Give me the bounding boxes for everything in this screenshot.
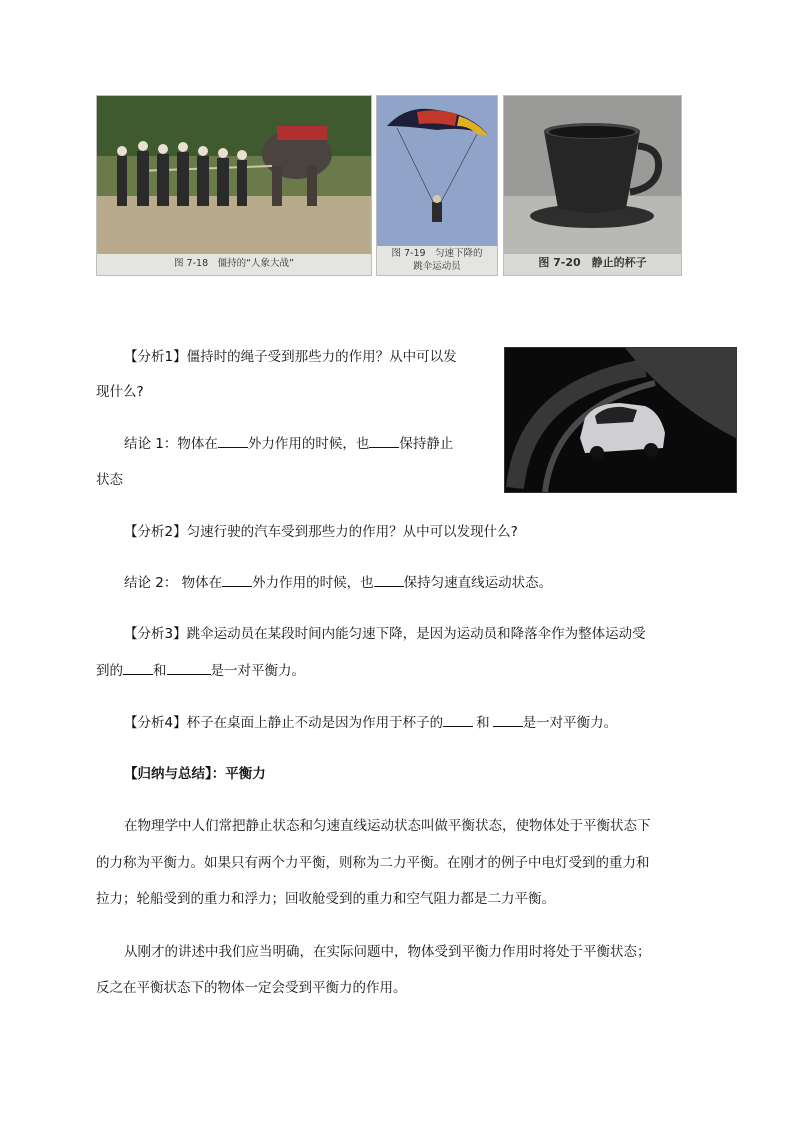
summary-p2-line2: 反之在平衡状态下的物体一定会受到平衡力的作用。 [96,980,407,996]
figure-caption: 图 7-18 僵持的“人象大战” [174,258,294,269]
analysis4-part-a: 【分析4】杯子在桌面上静止不动是因为作用于杯子的 [124,715,444,731]
fill-blank[interactable] [167,662,211,675]
analysis1-conclusion-line2: 状态 [96,472,123,488]
conclusion2-part-c: 保持匀速直线运动状态。 [403,575,553,591]
conclusion2-part-b: 外力作用的时候，也 [252,575,374,591]
analysis2-question: 【分析2】匀速行驶的汽车受到那些力的作用？从中可以发现什么? [124,524,518,540]
figure-caption: 图 7-20 静止的杯子 [538,256,647,269]
analysis1-question-line1 [96,345,457,365]
conclusion1-part-a: 结论 1：物体在 [124,436,218,452]
conclusion2-part-a: 结论 2： 物体在 [124,575,223,591]
analysis3-line1: 【分析3】跳伞运动员在某段时间内能匀速下降，是因为运动员和降落伞作为整体运动受 [124,626,646,642]
fill-blank[interactable] [443,714,473,727]
summary-p1-line2: 的力称为平衡力。如果只有两个力平衡，则称为二力平衡。在刚才的例子中电灯受到的重力和 [96,855,650,871]
parachute-illustration [377,96,497,246]
cup-illustration [504,96,681,254]
analysis3-part-b: 和 [153,663,167,679]
figure-caption-line2: 跳伞运动员 [413,261,461,272]
summary-p1-line3: 拉力；轮船受到的重力和浮力；回收舱受到的重力和空气阻力都是二力平衡。 [96,891,555,907]
car-illustration [505,348,736,492]
tug-of-war-illustration [97,96,371,254]
fill-blank[interactable] [493,714,523,727]
summary-p1-line1: 在物理学中人们常把静止状态和匀速直线运动状态叫做平衡状态，使物体处于平衡状态下 [124,818,651,834]
figure-parachute-photo [376,95,498,276]
car-photo [504,347,737,493]
analysis1-question-text: 【分析1】僵持时的绳子受到那些力的作用？从中可以发 [124,349,457,365]
figure-tug-of-war-photo [96,95,372,276]
analysis4-part-c: 是一对平衡力。 [522,715,618,731]
analysis3-part-c: 是一对平衡力。 [210,663,305,679]
analysis3-part-a: 到的 [96,663,123,679]
fill-blank[interactable] [218,435,248,448]
conclusion1-part-c: 保持静止 [399,436,454,452]
fill-blank[interactable] [123,662,153,675]
analysis1-conclusion [96,432,453,452]
analysis3-line2 [96,659,305,679]
figure-cup-photo [503,95,682,276]
analysis4 [96,711,617,731]
fill-blank[interactable] [369,435,399,448]
analysis1-question-line2: 现什么? [96,384,144,400]
summary-p2-line1: 从刚才的讲述中我们应当明确，在实际问题中，物体受到平衡力作用时将处于平衡状态； [124,944,651,960]
analysis4-part-b: 和 [476,715,490,731]
analysis2-conclusion [96,571,552,591]
fill-blank[interactable] [222,574,252,587]
figure-caption-line1: 图 7-19 匀速下降的 [391,248,483,259]
conclusion1-part-b: 外力作用的时候，也 [247,436,370,452]
fill-blank[interactable] [374,574,404,587]
summary-heading: 【归纳与总结】：平衡力 [124,766,266,782]
